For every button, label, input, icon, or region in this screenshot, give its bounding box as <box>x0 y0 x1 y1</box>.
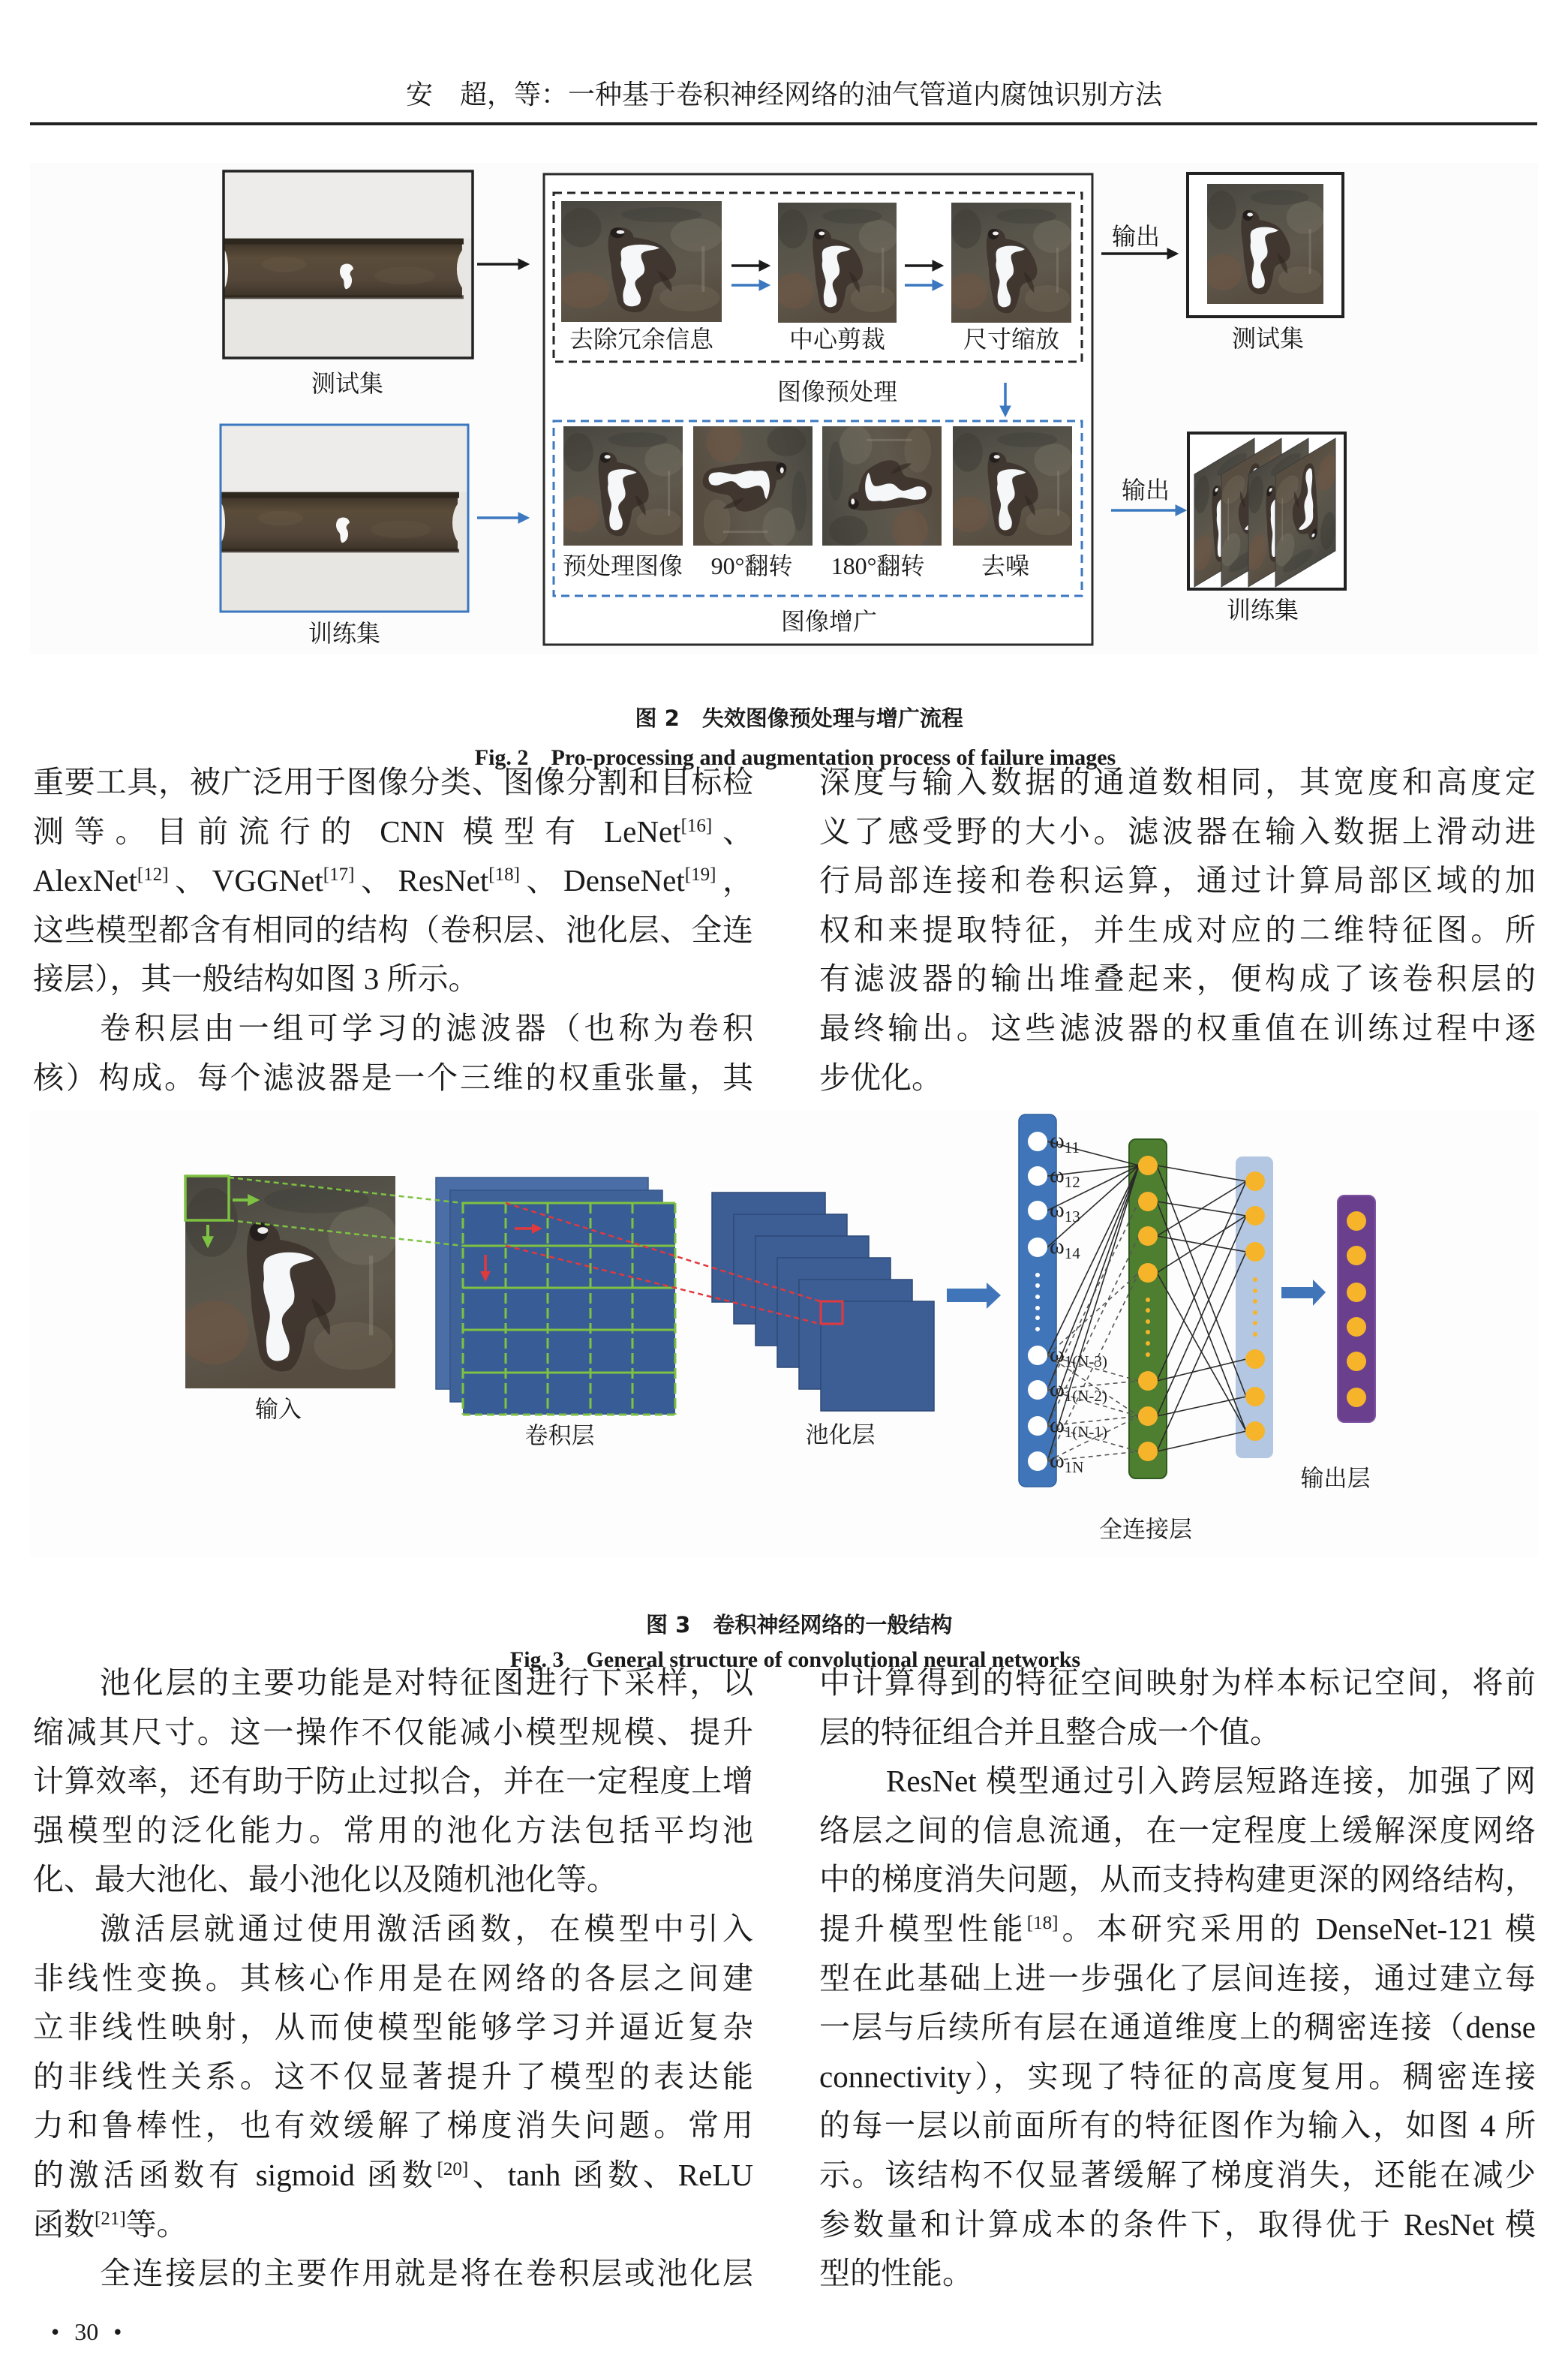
neuron <box>1028 1201 1047 1220</box>
neuron <box>1245 1206 1265 1226</box>
preprocess-group-label: 图像预处理 <box>776 378 898 405</box>
text-line: connectivity），实现了特征的高度复用。稠密连接 <box>819 2059 1536 2094</box>
neuron <box>1028 1238 1047 1257</box>
figure-3-caption-en <box>33 1615 1535 1672</box>
input-image <box>180 1176 397 1388</box>
neuron <box>1028 1166 1047 1186</box>
text-line: 提升模型性能[18]。本研究采用的 DenseNet-121 模 <box>819 1911 1536 1946</box>
ellipsis-dot <box>1035 1295 1040 1299</box>
neuron <box>1028 1416 1047 1436</box>
pooling-feature-map <box>821 1301 934 1411</box>
text-line: 型的性能。 <box>819 2256 973 2291</box>
text-line: 池化层的主要功能是对特征图进行下采样，以 <box>100 1665 753 1700</box>
citation-ref: [17] <box>323 865 355 886</box>
text-line: 络层之间的信息流通，在一定程度上缓解深度网络 <box>819 1812 1536 1848</box>
ellipsis-dot <box>1253 1321 1257 1325</box>
caption-title: General structure of convolutional neural networks <box>586 1647 1081 1672</box>
conv-feature-map <box>463 1203 675 1415</box>
text-line: 权和来提取特征，并生成对应的二维特征图。所 <box>819 912 1536 947</box>
caption-title: Pro-processing and augmentation process of failure images <box>551 745 1116 770</box>
page-number: • 30 • <box>51 2318 122 2345</box>
text-line: 函数[21]等。 <box>33 2206 188 2242</box>
ellipsis-dot <box>1146 1308 1150 1313</box>
preprocess-image-center-crop <box>775 203 897 323</box>
corrosion-image <box>1204 184 1324 304</box>
text-line: 参数量和计算成本的条件下，取得优于 ResNet 模 <box>819 2206 1536 2242</box>
neuron <box>1138 1156 1158 1175</box>
neuron <box>1347 1246 1366 1265</box>
caption-title: 失效图像预处理与增广流程 <box>701 705 963 731</box>
augmentation-step-label: 预处理图像 <box>562 552 683 579</box>
citation-ref: [21] <box>95 2208 126 2229</box>
citation-ref: [18] <box>488 865 520 886</box>
preprocess-image-resize <box>948 203 1072 323</box>
neuron <box>1138 1263 1158 1283</box>
neuron <box>1028 1132 1047 1151</box>
weight-label: ω1N <box>1050 1448 1084 1476</box>
text-line: 重要工具，被广泛用于图像分类、图像分割和目标检 <box>33 765 753 799</box>
output-training-set-image-stack <box>1188 433 1345 589</box>
text-line: 中的梯度消失问题，从而支持构建更深的网络结构， <box>819 1862 1536 1897</box>
ellipsis-dot <box>1035 1306 1040 1310</box>
body-bottom-left-column <box>33 1659 753 2299</box>
pipe-photo <box>213 425 482 612</box>
neuron <box>1347 1317 1366 1337</box>
text-line: 深度与输入数据的通道数相同，其宽度和高度定 <box>819 765 1536 799</box>
conv-layer-label: 卷积层 <box>524 1422 595 1449</box>
input-training-set-photo <box>213 425 482 612</box>
citation-ref: [12] <box>137 865 169 886</box>
paragraph <box>33 1004 753 1102</box>
text-line: 测等。目前流行的 CNN 模型有 LeNet[16]、 <box>33 814 753 849</box>
ellipsis-dot <box>1035 1273 1040 1277</box>
neuron <box>1028 1380 1047 1400</box>
paragraph <box>33 1659 753 1905</box>
caption-number: 图 3 <box>646 1612 691 1638</box>
neuron <box>1028 1451 1047 1471</box>
text-line: 层的特征组合并且整合成一个值。 <box>819 1714 1281 1749</box>
text-line: 立非线性映射，从而使模型能够学习并逼近复杂 <box>33 2010 753 2045</box>
figure-2-caption-en <box>33 713 1535 770</box>
text-line: 非线性变换。其核心作用是在网络的各层之间建 <box>33 1960 753 1996</box>
text-line: 这些模型都含有相同的结构（卷积层、池化层、全连 <box>33 912 753 947</box>
text-line: 强模型的泛化能力。常用的池化方法包括平均池 <box>33 1812 753 1848</box>
text-line: 型在此基础上进一步强化了层间连接，通过建立每 <box>819 1960 1536 1996</box>
neuron <box>1347 1283 1366 1302</box>
output-test-set-label: 测试集 <box>1231 325 1305 352</box>
text-line: 中计算得到的特征空间映射为样本标记空间，将前 <box>819 1665 1536 1700</box>
ellipsis-dot <box>1035 1283 1040 1288</box>
paragraph <box>33 2249 753 2299</box>
neuron <box>1138 1442 1158 1461</box>
ellipsis-dot <box>1146 1330 1150 1334</box>
neuron <box>1347 1211 1366 1231</box>
citation-ref: [20] <box>437 2158 469 2179</box>
preprocess-step-label: 去除冗余信息 <box>569 326 714 353</box>
augmentation-image-rotate-180 <box>822 426 942 549</box>
neuron <box>1245 1349 1265 1369</box>
neuron <box>1245 1171 1265 1191</box>
weight-label: ω12 <box>1050 1162 1080 1191</box>
figure-3-diagram <box>0 1103 1568 1561</box>
ellipsis-dot <box>1253 1299 1257 1304</box>
output-layer-label: 输出层 <box>1300 1465 1371 1492</box>
text-line: 化、最大池化、最小池化以及随机池化等。 <box>33 1862 617 1897</box>
ellipsis-dot <box>1253 1310 1257 1315</box>
text-line: 计算效率，还有助于防止过拟合，并在一定程度上增 <box>33 1764 753 1799</box>
ellipsis-dot <box>1146 1298 1150 1302</box>
figure-2-caption-cn <box>33 673 1535 731</box>
text-line: 全连接层的主要作用就是将在卷积层或池化层 <box>100 2256 753 2291</box>
augmentation-step-label: 去噪 <box>981 552 1030 579</box>
paragraph <box>33 758 753 1004</box>
neuron <box>1138 1406 1158 1426</box>
text-line: 缩减其尺寸。这一操作不仅能减小模型规模、提升 <box>33 1714 753 1749</box>
paragraph <box>819 1757 1536 2299</box>
neuron <box>1245 1421 1265 1441</box>
neuron <box>1245 1387 1265 1406</box>
fc-layer-label: 全连接层 <box>1099 1516 1192 1543</box>
ellipsis-dot <box>1146 1352 1150 1357</box>
text-line: 步优化。 <box>819 1060 942 1095</box>
text-line: 接层），其一般结构如图 3 所示。 <box>33 961 479 997</box>
text-line: 激活层就通过使用激活函数，在模型中引入 <box>100 1911 753 1946</box>
text-line: AlexNet[12]、VGGNet[17]、ResNet[18]、DenseNet[19]， <box>33 863 753 898</box>
text-line: 的每一层以前面所有的特征图作为输入，如图 4 所 <box>819 2108 1536 2143</box>
preprocess-step-label: 中心剪裁 <box>789 326 886 353</box>
ellipsis-dot <box>1253 1289 1257 1293</box>
body-top-right-column <box>819 758 1536 1102</box>
neuron <box>1245 1242 1265 1262</box>
augmentation-image-preprocessed <box>560 426 683 546</box>
ellipsis-dot <box>1253 1277 1257 1282</box>
output-arrow-label: 输出 <box>1121 477 1170 504</box>
weight-label: ω1(N-3) <box>1050 1342 1107 1370</box>
augmentation-group-label: 图像增广 <box>780 608 878 635</box>
neuron <box>1347 1388 1366 1407</box>
input-test-set-label: 测试集 <box>311 370 384 397</box>
augmentation-image-rotate-90 <box>693 423 813 546</box>
ellipsis-dot <box>1146 1319 1150 1324</box>
text-line: 行局部连接和卷积运算，通过计算局部区域的加 <box>819 863 1536 898</box>
citation-ref: [16] <box>680 815 713 836</box>
caption-number: 图 2 <box>635 705 680 731</box>
caption-number: Fig. 2 <box>474 745 529 770</box>
text-line: 的非线性关系。这不仅显著提升了模型的表达能 <box>33 2059 753 2094</box>
neuron <box>1138 1371 1158 1391</box>
weight-label: ω13 <box>1050 1197 1080 1226</box>
body-bottom-right-column <box>819 1659 1536 2299</box>
weight-label: ω14 <box>1050 1234 1080 1262</box>
text-line: ResNet 模型通过引入跨层短路连接，加强了网 <box>886 1764 1536 1799</box>
text-line: 示。该结构不仅显著缓解了梯度消失，还能在减少 <box>819 2157 1536 2192</box>
augmentation-image-denoise <box>950 426 1073 546</box>
input-training-set-label: 训练集 <box>308 620 381 647</box>
augmentation-step-label: 180°翻转 <box>831 552 925 579</box>
pipe-photo <box>216 171 487 358</box>
text-line: 一层与后续所有层在通道维度上的稠密连接（dense <box>819 2010 1536 2045</box>
figure-2-diagram <box>0 150 1568 675</box>
paragraph <box>33 1905 753 2249</box>
pool-layer-label: 池化层 <box>805 1421 876 1448</box>
text-line: 最终输出。这些滤波器的权重值在训练过程中逐 <box>819 1010 1536 1045</box>
output-arrow-label: 输出 <box>1111 223 1161 250</box>
caption-number: Fig. 3 <box>509 1647 564 1672</box>
caption-title: 卷积神经网络的一般结构 <box>713 1612 953 1638</box>
paragraph <box>819 1659 1536 1757</box>
output-training-set-label: 训练集 <box>1226 597 1299 624</box>
input-label: 输入 <box>255 1396 302 1423</box>
text-line: 的激活函数有 sigmoid 函数[20]、tanh 函数、ReLU <box>33 2157 753 2192</box>
neuron <box>1138 1226 1158 1246</box>
weight-label: ω11 <box>1050 1128 1080 1156</box>
neuron <box>1347 1352 1366 1371</box>
figure-3-caption-cn <box>33 1580 1535 1638</box>
ellipsis-dot <box>1146 1341 1150 1346</box>
weight-label: ω1(N-2) <box>1050 1376 1107 1405</box>
preprocess-image-remove-redundant <box>557 201 723 322</box>
augmentation-step-label: 90°翻转 <box>710 552 793 579</box>
ellipsis-dot <box>1035 1327 1040 1331</box>
output-test-set-image <box>1188 173 1343 317</box>
preprocess-step-label: 尺寸缩放 <box>963 326 1060 353</box>
fc-hidden-column-2 <box>1236 1156 1273 1458</box>
text-line: 卷积层由一组可学习的滤波器（也称为卷积 <box>100 1010 753 1045</box>
ellipsis-dot <box>1253 1332 1257 1337</box>
text-line: 核）构成。每个滤波器是一个三维的权重张量，其 <box>33 1060 753 1095</box>
paragraph <box>819 758 1536 1102</box>
citation-ref: [18] <box>1026 1912 1059 1933</box>
text-line: 有滤波器的输出堆叠起来，便构成了该卷积层的 <box>819 961 1536 997</box>
text-line: 力和鲁棒性，也有效缓解了梯度消失问题。常用 <box>33 2108 753 2143</box>
neuron <box>1028 1346 1047 1365</box>
text-line: 义了感受野的大小。滤波器在输入数据上滑动进 <box>819 814 1536 849</box>
weight-label: ω1(N-1) <box>1050 1412 1107 1441</box>
citation-ref: [19] <box>684 865 716 886</box>
running-title: 安 超，等：一种基于卷积神经网络的油气管道内腐蚀识别方法 <box>405 80 1162 110</box>
ellipsis-dot <box>1035 1316 1040 1320</box>
input-test-set-photo <box>216 171 487 358</box>
body-top-left-column <box>33 758 753 1102</box>
header-rule <box>30 122 1537 125</box>
neuron <box>1138 1192 1158 1211</box>
